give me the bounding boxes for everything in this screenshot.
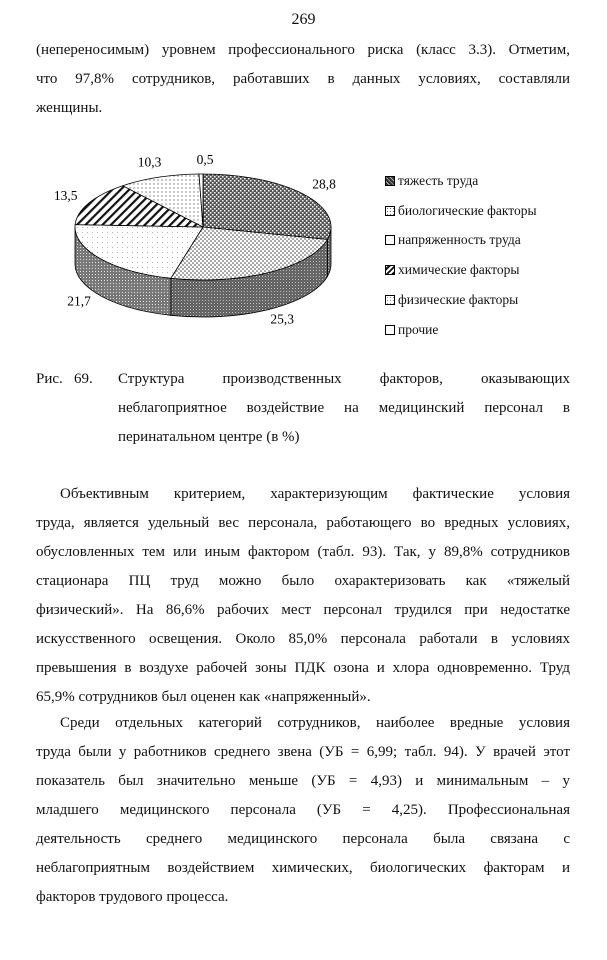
caption-number: 69. — [74, 371, 93, 387]
legend-swatch-other — [385, 325, 395, 335]
legend-label: прочие — [398, 321, 439, 337]
legend-swatch-bio — [385, 206, 395, 216]
text-line: показатель был значительно меньше (УБ = 4,93) и минимальным – у — [36, 773, 570, 789]
caption-line: неблагоприятное воздействие на медицинский персонал в — [118, 400, 570, 416]
text-line: (непереносимым) уровнем профессионального риска (класс 3.3). Отметим, — [36, 42, 570, 58]
pie-data-label: 21,7 — [67, 293, 91, 309]
text-line: превышения в воздухе рабочей зоны ПДК озона и хлора одновременно. Труд — [36, 660, 570, 676]
text-line: 65,9% сотрудников был оценен как «напряженный». — [36, 689, 371, 705]
text-line: труда, является удельный вес персонала, работающего во вредных условиях, — [36, 515, 570, 531]
legend-label: напряженность труда — [398, 232, 521, 248]
legend-label: биологические факторы — [398, 202, 537, 218]
pie-data-label: 10,3 — [137, 154, 162, 170]
text-line: искусственного освещения. Около 85,0% персонала работали в условиях — [36, 631, 570, 647]
caption-line: перинатальном центре (в %) — [118, 429, 300, 445]
text-line: что 97,8% сотрудников, работавших в данных условиях, составляли — [36, 71, 570, 87]
caption-line: Структура производственных факторов, оказывающих — [118, 371, 570, 387]
pie-data-label: 0,5 — [196, 152, 214, 167]
text-line: обусловленных тем или иным фактором (табл. 93). Так, у 89,8% сотрудников — [36, 544, 570, 560]
paragraph-categories — [36, 709, 570, 912]
paragraph-criterion — [36, 480, 570, 712]
chart-legend — [385, 166, 537, 345]
text-line: физический». На 86,6% рабочих мест персонал трудился при недостатке — [36, 602, 570, 618]
legend-swatch-phys — [385, 295, 395, 305]
text-line: Объективным критерием, характеризующим фактические условия — [60, 486, 570, 502]
pie-data-label: 25,3 — [270, 311, 294, 327]
legend-item — [385, 196, 537, 226]
legend-item — [385, 166, 537, 196]
legend-item — [385, 285, 537, 315]
legend-swatch-dense — [385, 176, 395, 186]
legend-item — [385, 255, 537, 285]
pie-data-label: 28,8 — [312, 176, 336, 192]
page-number: 269 — [291, 11, 316, 28]
intro-paragraph — [36, 36, 570, 123]
pie-data-label: 13,5 — [53, 187, 78, 203]
text-line: стационара ПЦ труд можно было охарактеризовать как «тяжелый — [36, 573, 570, 589]
text-line: труда были у работников среднего звена (УБ = 6,99; табл. 94). У врачей этот — [36, 744, 570, 760]
legend-label: химические факторы — [398, 262, 520, 278]
legend-item — [385, 226, 537, 256]
text-line: неблагоприятным воздействием химических, биологических факторам и — [36, 860, 570, 876]
text-line: факторов трудового процесса. — [36, 889, 229, 905]
legend-item — [385, 315, 537, 345]
caption-text — [118, 365, 570, 452]
text-line: Среди отдельных категорий сотрудников, наиболее вредные условия — [60, 715, 570, 731]
legend-swatch-diag — [385, 265, 395, 275]
legend-swatch-light — [385, 235, 395, 245]
text-line: женщины. — [36, 100, 103, 116]
text-line: младшего медицинского персонала (УБ = 4,25). Профессиональная — [36, 802, 570, 818]
legend-label: физические факторы — [398, 292, 519, 308]
caption-label: Рис. — [36, 371, 63, 387]
text-line: деятельность среднего медицинского персонала была связана с — [36, 831, 570, 847]
legend-label: тяжесть труда — [398, 172, 479, 188]
